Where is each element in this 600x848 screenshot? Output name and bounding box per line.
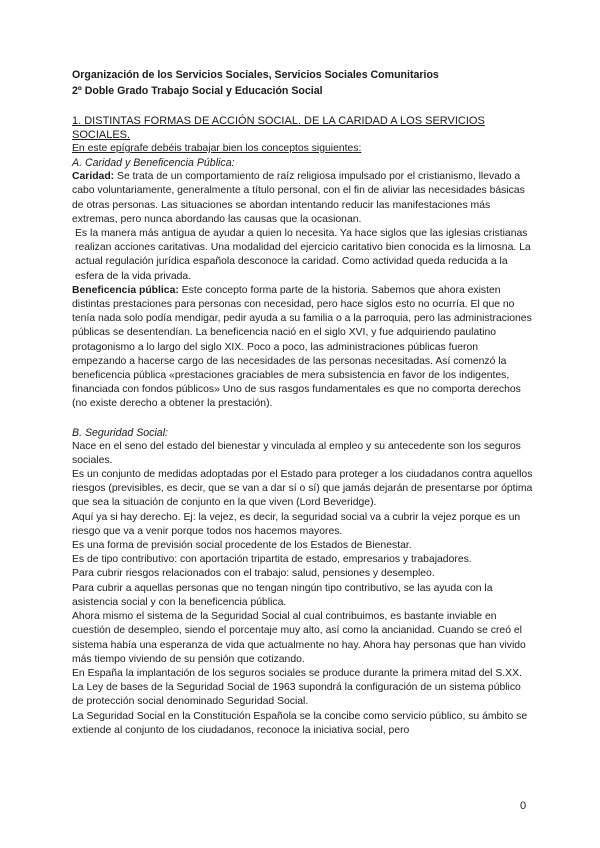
document-header-course: Organización de los Servicios Sociales, Servicios Sociales Comunitarios: [72, 69, 439, 81]
caridad-term: Caridad:: [72, 171, 115, 183]
caridad-paragraph-2: Es la manera más antigua de ayudar a quien lo necesita. Ya hace siglos que las iglesias cristianas realizan acciones caritativas. Una modalidad del ejercicio caritativo bien conocida es la limosna. La actual regulación jurídica española desconoce la caridad. Como actividad queda reducida a la esfera de la vida privada.: [75, 228, 531, 282]
seguridad-paragraph: Aquí ya si hay derecho. Ej: la vejez, es decir, la seguridad social va a cubrir la vejez porque es un riesgo que va a venir porque todos nos hacemos mayores.: [72, 511, 521, 537]
caridad-definition: Se trata de un comportamiento de raíz religiosa impulsado por el cristianismo, llevado a cabo voluntariamente, generalmente a título personal, con el fin de aliviar las necesidades básicas de otras personas. Las situaciones se abordan intentando reducir las manifestaciones más extremas, pero nunca abordando las causas que la ocasionan.: [72, 171, 525, 225]
beneficencia-definition: Este concepto forma parte de la historia. Sabemos que ahora existen distintas prestaciones para personas con necesidad, pero hace siglos esto no ocurría. El que no tenía nada solo podía mendigar, pedir ayuda a su familia o a la parroquia, pero las administraciones públicas se desentendían. La beneficencia nació en el siglo XVI, y fue adquiriendo paulatino protagonismo a lo largo del siglo XIX. Poco a poco, las administraciones públicas fueron empezando a hacerse cargo de las necesidades de las personas necesitadas. Así comenzó la beneficencia pública «prestaciones graciables de mera subsistencia en favor de los indigentes, financiada con fondos públicos» Uno de sus rasgos fundamentales es que no comporta derechos (no existe derecho a obtener la prestación).: [72, 284, 532, 410]
seguridad-paragraph: Para cubrir a aquellas personas que no tengan ningún tipo contributivo, se las ayuda con la asistencia social y con la beneficencia pública.: [72, 582, 493, 608]
page-content: [72, 67, 534, 738]
subsection-b-heading: B. Seguridad Social:: [72, 426, 168, 439]
seguridad-paragraph: Es de tipo contributivo: con aportación tripartita de estado, empresarios y trabajadores.: [72, 554, 472, 566]
seguridad-paragraph: Nace en el seno del estado del bienestar y vinculada al empleo y su antecedente son los seguros sociales.: [72, 440, 521, 466]
section-title: 1. DISTINTAS FORMAS DE ACCIÓN SOCIAL. DE LA CARIDAD A LOS SERVICIOS SOCIALES.: [72, 115, 485, 141]
seguridad-paragraph: En España la implantación de los seguros sociales se produce durante la primera mitad del S.XX. La Ley de bases de la Seguridad Social de 1963 supondrá la configuración de un sistema público de protección social denominado Seguridad Social.: [72, 667, 522, 708]
seguridad-paragraph: Para cubrir riesgos relacionados con el trabajo: salud, pensiones y desempleo.: [72, 568, 435, 580]
subsection-a-heading: A. Caridad y Beneficencia Pública:: [72, 157, 235, 170]
page-number: 0: [520, 800, 527, 812]
beneficencia-term: Beneficencia pública:: [72, 284, 179, 296]
section-intro: En este epígrafe debéis trabajar bien los conceptos siguientes:: [72, 143, 362, 154]
seguridad-paragraph: La Seguridad Social en la Constitución Española se la concibe como servicio público, su ámbito se extiende al conjunto de los ciudadanos, reconoce la iniciativa social, pero: [72, 710, 528, 736]
document-header-degree: 2º Doble Grado Trabajo Social y Educación Social: [72, 85, 323, 97]
seguridad-paragraph: Es un conjunto de medidas adoptadas por el Estado para proteger a los ciudadanos contra aquellos riesgos (previsibles, es decir, que se van a dar sí o sí) que jamás dejarán de presentarse por óptima que sea la situación de conjunto en la que viven (Lord Beveridge).: [72, 469, 533, 509]
beneficencia-paragraph: [72, 284, 534, 412]
seguridad-paragraph: Es una forma de previsión social procedente de los Estados de Bienestar.: [72, 540, 412, 552]
seguridad-paragraph: Ahora mismo el sistema de la Seguridad Social al cual contribuimos, es bastante inviable en cuestión de desempleo, siendo el porcentaje muy alto, así como la ancianidad. Cuando se creó el sistema había una esperanza de vida que actualmente no hay. Ahora hay personas que han vivido más tiempo viviendo de su pensión que cotizando.: [72, 611, 526, 665]
caridad-paragraph: [72, 170, 534, 227]
